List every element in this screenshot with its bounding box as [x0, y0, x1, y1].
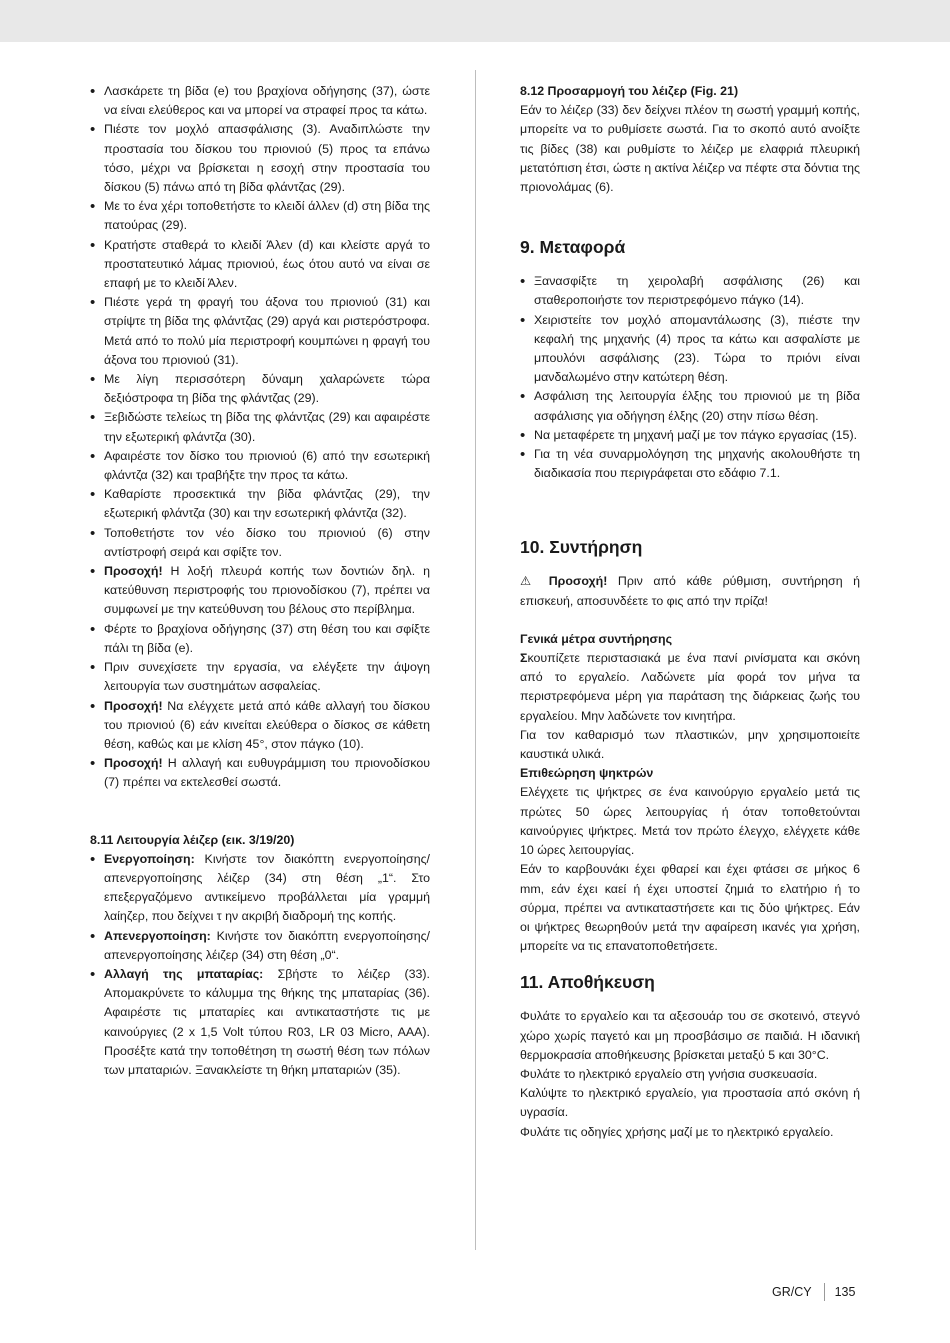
- list-item-text: Κρατήστε σταθερά το κλειδί Άλεν (d) και κλείστε αργά το προστατευτικό λάμας πριονιού, έως ότου αυτό να είναι σε επαφή με το κλειδί Άλεν.: [104, 237, 430, 291]
- list-item-text: Πριν συνεχίσετε την εργασία, να ελέγξετε την άψογη λειτουργία των συστημάτων ασφαλείας.: [104, 660, 430, 694]
- list-item: [90, 82, 430, 120]
- storage-text-2: Φυλάτε το ηλεκτρικό εργαλείο στη γνήσια συσκευασία.: [520, 1066, 818, 1081]
- transport-list: [520, 272, 860, 483]
- brush-inspection-heading: Επιθεώρηση ψηκτρών: [520, 766, 654, 781]
- list-item: [90, 236, 430, 294]
- top-gray-band: [0, 0, 950, 42]
- list-item: [520, 272, 860, 310]
- list-item-emphasis: Προσοχή!: [104, 698, 163, 713]
- list-item-text: Η αλλαγή και ευθυγράμμιση του πριονοδίσκου (7) πρέπει να εκτελεσθεί σωστά.: [104, 756, 430, 790]
- list-item-text: Πιέστε γερά τη φραγή του άξονα του πριονιού (31) και στρίψτε τη βίδα της φλάντζας (29) αργά και ριστερόστροφα. Μετά από το πολύ μία περιστροφή κουμπώνει η φραγή του άξονα του πριονιού (31).: [104, 295, 430, 367]
- section-11-heading: 11. Αποθήκευση: [520, 972, 655, 993]
- list-item-text: Σβήστε το λέιζερ (33). Απομακρύνετε το κάλυμμα της θήκης της μπαταρίας (36). Αφαιρέστε τις μπαταρίες και αντικαταστήστε τις με καινούργιες (2 x 1,5 Volt τύπου R03, LR 03 Micro, AAA). Προσέξτε κατά την τοποθέτηση τη σωστή θέση των πόλων των μπαταριών. Ξανακλείστε τη θήκη μπαταριών (35).: [104, 966, 430, 1077]
- list-item: [520, 445, 860, 483]
- list-item-emphasis: Ενεργοποίηση:: [104, 851, 195, 866]
- warning-triangle-icon: ⚠: [520, 574, 539, 589]
- list-item: [90, 408, 430, 446]
- section-8-12-text: Εάν το λέιζερ (33) δεν δείχνει πλέον τη σωστή γραμμή κοπής, μπορείτε να το ρυθμίσετε σωστά. Για το σκοπό αυτό ανοίξτε τις βίδες (38) και ρυθμίστε το λέιζερ με ελαφριά πλευρική μετατόπιση έτσι, ώστε η ακτίνα λέιζερ να πέφτε στα δόντια της πριονολάμας (6).: [520, 103, 860, 195]
- list-item-text: Με λίγη περισσότερη δύναμη χαλαρώνετε τώρα δεξιόστροφα τη βίδα της φλάντζας (29).: [104, 372, 430, 406]
- list-item-emphasis: Προσοχή!: [104, 564, 163, 579]
- list-item-text: Κινήστε τον διακόπτη ενεργοποίησης/απενεργοποίησης λέιζερ (34) στη θέση „1“. Στο επεξεργαζόμενο αντικείμενο προβάλλεται μία γραμμή λαίηζερ, που δείχνει τ ην ακριβή διαδρομή της κοπής.: [104, 851, 430, 924]
- list-item: [90, 658, 430, 696]
- left-column: [90, 82, 430, 1080]
- page-footer: [772, 1282, 855, 1302]
- list-item-text: Πιέστε τον μοχλό απασφάλισης (3). Αναδιπλώστε την προστασία του δίσκου του πριονιού (5) προς τα επάνω τόσο, μέχρι να βρίσκεται η εσοχή στην προστασία του δίσκου (5) πάνω από τη βίδα φλάντζας (29).: [104, 122, 430, 195]
- list-item: [90, 370, 430, 408]
- storage-text-1: Φυλάτε το εργαλείο και τα αξεσουάρ του σε σκοτεινό, στεγνό χώρο χωρίς παγετό και μη προσβάσιμο σε παιδιά. Η ιδανική θερμοκρασία αποθήκευσης βρίσκεται μεταξύ 5 και 30°C.: [520, 1009, 860, 1062]
- footer-separator: [824, 1283, 825, 1301]
- brush-inspection-text: Ελέγχετε τις ψήκτρες σε ένα καινούργιο εργαλείο μετά τις πρώτες 50 ώρες λειτουργίας ή όταν τοποθετούνται καινούργιες ψήκτρες. Μετά τον πρώτο έλεγχο, ελέγχετε κάθε 10 ώρες λειτουργίας.: [520, 785, 860, 858]
- storage-text-3: Καλύψτε το ηλεκτρικό εργαλείο, για προστασία από σκόνη ή υγρασία.: [520, 1086, 860, 1120]
- list-item-text: Αφαιρέστε τον δίσκο του πριονιού (6) από την εσωτερική φλάντζα (32) και τραβήξτε την προς τα κάτω.: [104, 448, 430, 483]
- list-item-text: Ξεβιδώστε τελείως τη βίδα της φλάντζας (29) και αφαιρέστε την εξωτερική φλάντζα (30).: [104, 410, 430, 444]
- plastic-cleaning-text: Για τον καθαρισμό των πλαστικών, μην χρησιμοποιείτε καυστικά υλικά.: [520, 727, 860, 762]
- drop-letter: Σ: [520, 651, 528, 666]
- warning-text: Πριν από κάθε ρύθμιση, συντήρηση ή επισκευή, αποσυνδέετε το φις από την πρίζα!: [520, 574, 861, 608]
- list-item: [90, 754, 430, 792]
- list-item: [520, 426, 860, 445]
- list-item-emphasis: Αλλαγή της μπαταρίας:: [104, 966, 264, 981]
- list-item: [90, 120, 430, 197]
- list-item: [90, 620, 430, 658]
- brush-replacement-text: Εάν το καρβουνάκι έχει φθαρεί και έχει φτάσει σε μήκος 6 mm, εάν έχει καεί ή έχει υποστεί ζημιά το ελατήριο ή το σύρμα, πρέπει να αντικαταστήσετε και τις δύο ψήκτρες. Εάν οι ψήκτρες θεωρηθούν μετά την αφαίρεση ικανές για χρήση, μπορείτε να τις επανατοποθετήσετε.: [520, 862, 860, 954]
- list-item: [90, 965, 430, 1080]
- list-item: [90, 850, 430, 927]
- right-column: [520, 82, 860, 1142]
- list-item-text: Να ελέγχετε μετά από κάθε αλλαγή του δίσκου του πριονιού (6) εάν κινείται ελεύθερα ο δίσκος σε κάθετη θέση, καθώς και με κλίση 45°, στον πάγκο (10).: [104, 698, 430, 751]
- list-item: [90, 447, 430, 485]
- list-item-text: Λασκάρετε τη βίδα (e) του βραχίονα οδήγησης (37), ώστε να είναι ελεύθερος και να μπορεί να στραφεί προς τα κάτω.: [104, 84, 430, 118]
- storage-text-4: Φυλάτε τις οδηγίες χρήσης μαζί με το ηλεκτρικό εργαλείο.: [520, 1124, 834, 1139]
- list-item: [520, 387, 860, 425]
- list-item-text: Η λοξή πλευρά κοπής των δοντιών δηλ. η κατεύθυνση περιστροφής του πριονοδίσκου (7), πρέπει να συμφωνεί με την κατεύθυνση του βέλους στο περίβλημα.: [104, 564, 430, 617]
- section-8-12-heading: 8.12 Προσαρμογή του λέιζερ (Fig. 21): [520, 84, 739, 98]
- list-item-text: Τοποθετήστε τον νέο δίσκο του πριονιού (6) στην αντίστροφή σειρά και σφίξτε τον.: [104, 525, 430, 559]
- list-item-emphasis: Προσοχή!: [104, 756, 163, 771]
- warning-label: Προσοχή!: [548, 574, 608, 589]
- section-10-heading: 10. Συντήρηση: [520, 537, 643, 558]
- list-item-text: Φέρτε το βραχίονα οδήγησης (37) στη θέση του και σφίξτε πάλι τη βίδα (e).: [104, 621, 430, 655]
- list-item: [90, 524, 430, 562]
- list-item-text: Με το ένα χέρι τοποθετήστε το κλειδί άλλεν (d) στη βίδα της πατούρας (29).: [104, 199, 430, 233]
- section-9-heading: 9. Μεταφορά: [520, 237, 626, 258]
- maintenance-warning: [520, 572, 860, 610]
- list-item-text: Για τη νέα συναρμολόγηση της μηχανής ακολουθήστε τη διαδικασία που περιγράφεται στο εδάφιο 7.1.: [534, 447, 860, 481]
- general-maintenance-heading: Γενικά μέτρα συντήρησης: [520, 631, 673, 646]
- list-item-text: Ξανασφίξτε τη χειρολαβή ασφάλισης (26) και σταθεροποιήστε τον περιστρεφόμενο πάγκο (14).: [534, 274, 860, 308]
- list-item: [90, 197, 430, 235]
- list-item: [90, 293, 430, 370]
- list-item: [90, 485, 430, 523]
- list-item: [90, 697, 430, 755]
- list-item-text: Ασφάλιση της λειτουργία έλξης του πριονιού με τη βίδα ασφάλισης για οδήγηση έλξης (20) στην πίσω θέση.: [534, 389, 860, 423]
- list-item-text: Χειριστείτε τον μοχλό απομαντάλωσης (3), πιέστε την κεφαλή της μηχανής (4) προς τα κάτω και ασφαλίστε με μπουλόνι ασφάλισης (23). Τώρα το πριόνι είναι μανδαλωμένο στην κατώτερη θέση.: [534, 312, 860, 385]
- list-item: [520, 311, 860, 388]
- list-item-text: Καθαρίστε προσεκτικά την βίδα φλάντζας (29), την εξωτερική φλάντζα (30) και την εσωτερική φλάντζα (32).: [104, 487, 430, 521]
- page-number: 135: [834, 1285, 856, 1299]
- list-item-text: Να μεταφέρετε τη μηχανή μαζί με τον πάγκο εργασίας (15).: [534, 427, 858, 442]
- list-item: [90, 562, 430, 620]
- country-code: GR/CY: [772, 1285, 812, 1299]
- saw-blade-change-steps: [90, 82, 430, 793]
- list-item: [90, 927, 430, 965]
- section-8-11-heading: 8.11 Λειτουργία λέιζερ (εικ. 3/19/20): [90, 832, 295, 847]
- list-item-text: Κινήστε τον διακόπτη ενεργοποίησης/απενεργοποίησης λέιζερ (34) στη θέση „0“.: [104, 928, 430, 962]
- column-divider: [475, 70, 476, 1250]
- list-item-emphasis: Απενεργοποίηση:: [104, 928, 211, 943]
- general-maintenance-text: Σκουπίζετε περιστασιακά με ένα πανί ρινίσματα και σκόνη από το εργαλείο. Λαδώνετε μία φορά τον μήνα τα περιστρεφόμενα μέρη για παράταση της διάρκειας ζωής του εργαλείου. Μην λαδώνετε τον κινητήρα.: [520, 651, 860, 723]
- laser-operation-list: [90, 850, 430, 1080]
